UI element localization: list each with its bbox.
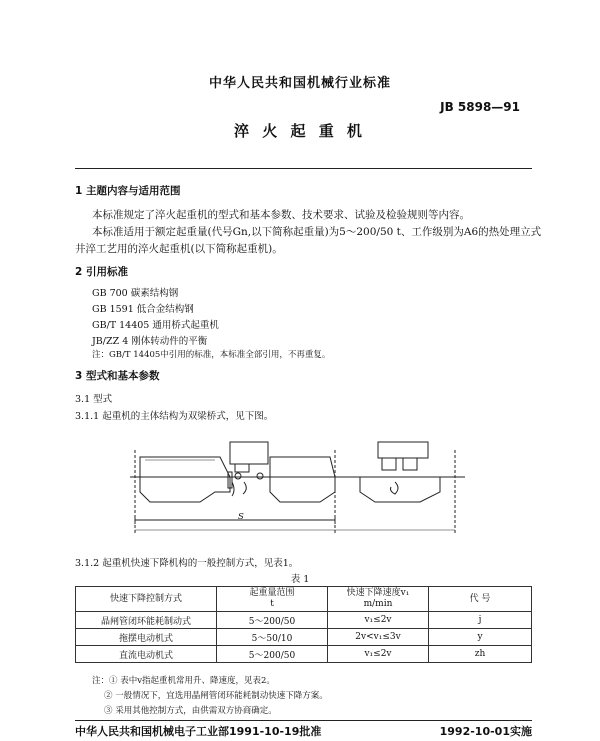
standard-org-header: 中华人民共和国机械行业标准	[208, 76, 391, 91]
reference-item: JB/ZZ 4 刚体转动件的平衡	[92, 336, 208, 347]
standard-code: JB 5898—91	[440, 100, 520, 114]
section-1-heading: 1 主题内容与适用范围	[75, 185, 181, 197]
table-cell: 5～200/50	[217, 612, 328, 629]
table-row	[76, 629, 532, 646]
table-header-cell	[328, 587, 429, 612]
section-1-para-2a: 本标准适用于额定起重量(代号Gn,以下简称起重量)为5～200/50 t、工作级别为A6的热处理立式	[92, 226, 542, 238]
section-3-heading: 3 型式和基本参数	[75, 370, 160, 382]
table-1-caption: 表 1	[290, 574, 310, 585]
table-header-unit: t	[270, 599, 274, 609]
reference-note: 注：GB/T 14405中引用的标准，本标准全部引用，不再重复。	[92, 350, 331, 360]
table-cell: 直流电动机式	[76, 646, 217, 663]
table-cell: v₁≤2v	[328, 612, 429, 629]
table-cell: 5～50/10	[217, 629, 328, 646]
table-header-text: 起重量范围	[249, 588, 295, 598]
reference-item: GB 700 碳素结构钢	[92, 288, 179, 299]
table-1	[75, 586, 532, 663]
span-dimension-label: S	[238, 512, 244, 522]
table-cell: 5～200/50	[217, 646, 328, 663]
section-1-para-2b: 井淬工艺用的淬火起重机(以下简称起重机)。	[75, 243, 283, 255]
table-header-cell: 代 号	[429, 587, 532, 612]
table-note: 注：① 表中v指起重机常用升、降速度，见表2。	[92, 676, 275, 686]
table-row	[76, 612, 532, 629]
table-cell: 2v<v₁≤3v	[328, 629, 429, 646]
reference-item: GB/T 14405 通用桥式起重机	[92, 320, 219, 331]
table-row	[76, 646, 532, 663]
table-cell: j	[429, 612, 532, 629]
section-1-para-1: 本标准规定了淬火起重机的型式和基本参数、技术要求、试验及检验规则等内容。	[92, 209, 470, 221]
table-cell: zh	[429, 646, 532, 663]
document-title: 淬 火 起 重 机	[234, 122, 366, 140]
table-cell: y	[429, 629, 532, 646]
table-header-cell: 快速下降控制方式	[76, 587, 217, 612]
implementation-date: 1992-10-01实施	[439, 725, 532, 738]
crane-structure-diagram	[120, 430, 480, 550]
footer-rule	[75, 720, 532, 721]
approval-date: 中华人民共和国机械电子工业部1991-10-19批准	[75, 725, 322, 738]
table-note: ② 一般情况下，宜选用晶闸管闭环能耗制动快速下降方案。	[104, 691, 328, 701]
clause-3-1-2: 3.1.2 起重机快速下降机构的一般控制方式，见表1。	[75, 558, 299, 569]
table-header-unit: m/min	[363, 599, 393, 609]
table-header-cell	[217, 587, 328, 612]
table-cell: v₁≤2v	[328, 646, 429, 663]
section-2-heading: 2 引用标准	[75, 266, 128, 278]
clause-3-1: 3.1 型式	[75, 394, 113, 405]
table-header-text: 快速下降速度v₁	[346, 588, 410, 598]
clause-3-1-1: 3.1.1 起重机的主体结构为双梁桥式，见下图。	[75, 411, 274, 422]
table-cell: 拖摆电动机式	[76, 629, 217, 646]
header-rule	[75, 168, 532, 169]
table-cell: 晶闸管闭环能耗制动式	[76, 612, 217, 629]
reference-item: GB 1591 低合金结构钢	[92, 304, 194, 315]
table-note: ③ 采用其他控制方式，由供需双方协商确定。	[104, 706, 277, 716]
